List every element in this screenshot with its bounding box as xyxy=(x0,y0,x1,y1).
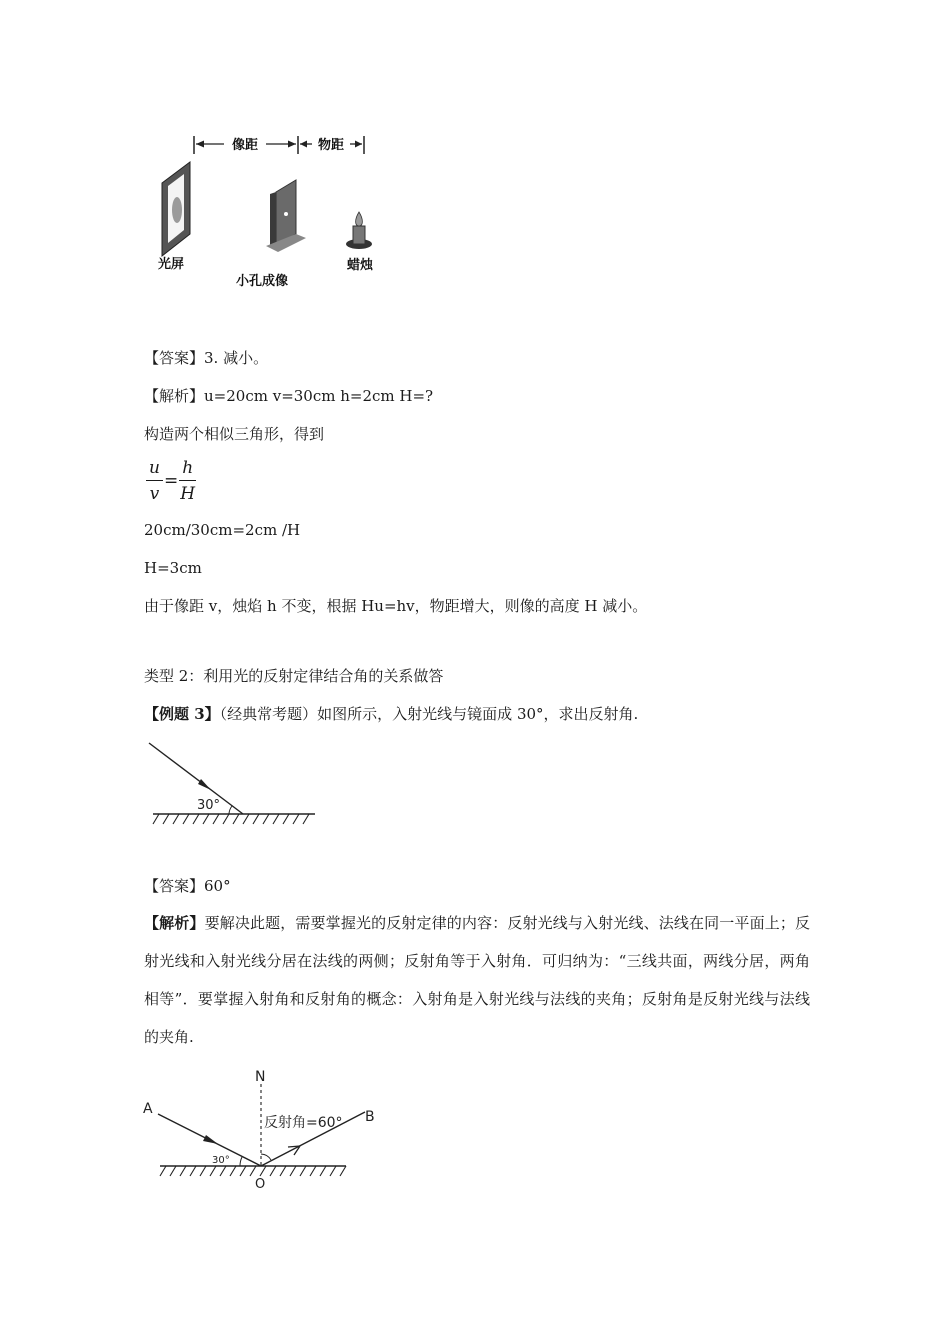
label-o: O xyxy=(255,1177,266,1192)
ratio-formula xyxy=(146,458,196,504)
formula-equals: = xyxy=(163,471,179,491)
label-reflection-angle: 反射角=60° xyxy=(264,1115,343,1131)
candle-shape xyxy=(353,226,365,244)
analysis-3-tag: 【解析】 xyxy=(144,914,205,932)
formula-h: h xyxy=(179,458,196,481)
formula-u: u xyxy=(146,458,163,481)
incident-arrow-icon xyxy=(203,1135,218,1144)
angle-label-30: 30° xyxy=(197,798,221,813)
reflection-figure xyxy=(140,1064,375,1194)
example-3-text: （经典常考题）如图所示，入射光线与镜面成 30°，求出反射角. xyxy=(219,705,639,723)
analysis-1-tag: 【解析】 xyxy=(144,387,205,405)
type-2-heading: 类型 2：利用光的反射定律结合角的关系做答 xyxy=(144,667,444,685)
answer-1-tag: 【答案】 xyxy=(144,349,205,367)
pinhole-label: 小孔成像 xyxy=(236,274,289,289)
label-b: B xyxy=(365,1109,375,1125)
analysis-3 xyxy=(144,904,810,1056)
angle-arc-60 xyxy=(261,1154,271,1160)
screen-label: 光屏 xyxy=(158,257,185,272)
incident-ray xyxy=(149,743,243,814)
analysis-3-text: 要解决此题，需要掌握光的反射定律的内容：反射光线与入射光线、法线在同一平面上；反射光线和入射光线分居在法线的两侧；反射角等于入射角．可归纳为：“三线共面，两线分居，两角相等”．要掌握入射角和反射角的概念：入射角是入射光线与法线的夹角；反射角是反射光线与法线的夹角. xyxy=(144,914,810,1046)
candle-label: 蜡烛 xyxy=(347,258,374,273)
angle-arc xyxy=(229,806,232,814)
label-a: A xyxy=(143,1101,153,1117)
formula-v: v xyxy=(149,484,160,504)
angle-arc-30 xyxy=(240,1157,242,1166)
example-3 xyxy=(144,704,638,724)
analysis-1-line3: 20cm/30cm=2cm /H xyxy=(144,521,301,539)
analysis-1 xyxy=(144,386,433,406)
answer-1-text: 3. 减小。 xyxy=(204,349,269,367)
image-distance-label: 像距 xyxy=(231,138,259,153)
analysis-1-line4: H=3cm xyxy=(144,559,202,577)
analysis-1-line5: 由于像距 v，烛焰 h 不变，根据 Hu=hv，物距增大，则像的高度 H 减小。 xyxy=(144,597,648,615)
formula-H: H xyxy=(180,484,196,504)
answer-1 xyxy=(144,348,268,368)
pinhole-imaging-figure xyxy=(150,128,390,288)
answer-3-tag: 【答案】 xyxy=(144,877,205,895)
label-angle-30: 30° xyxy=(212,1155,230,1166)
object-distance-label: 物距 xyxy=(317,138,345,153)
analysis-1-text: u=20cm v=30cm h=2cm H=? xyxy=(204,387,434,405)
example-3-tag: 【例题 3】 xyxy=(144,705,220,723)
incident-ray-figure xyxy=(145,738,325,830)
answer-3 xyxy=(144,876,231,896)
analysis-1-line2: 构造两个相似三角形，得到 xyxy=(144,425,325,443)
answer-3-text: 60° xyxy=(204,877,231,895)
label-n: N xyxy=(255,1069,266,1085)
